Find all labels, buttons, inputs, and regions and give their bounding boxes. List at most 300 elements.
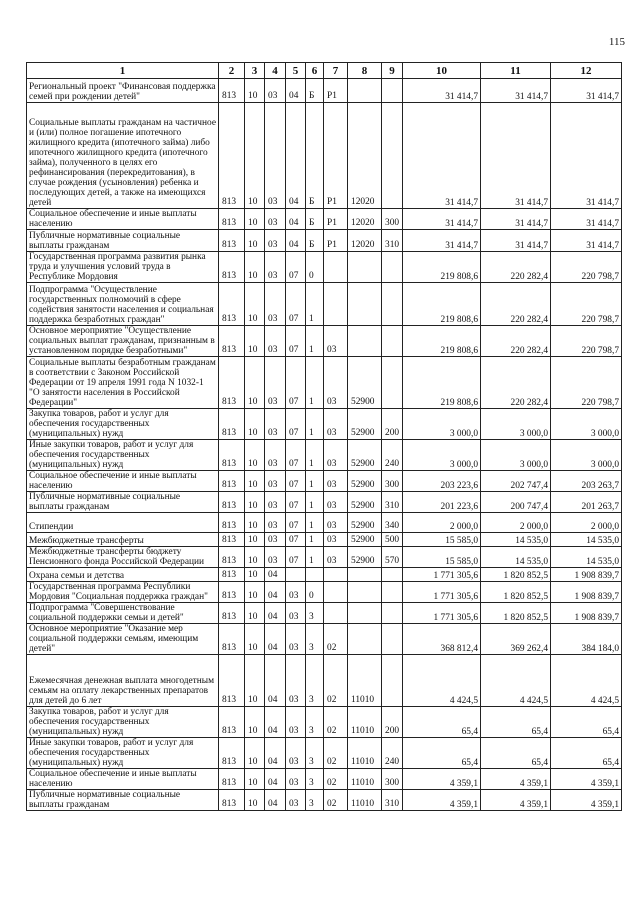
code-cell: 1 — [306, 533, 324, 547]
page-number: 115 — [608, 36, 625, 48]
amount-cell: 4 424,5 — [403, 655, 481, 707]
code-cell: 07 — [286, 547, 306, 568]
amount-cell: 65,4 — [551, 738, 622, 769]
amount-cell: 14 535,0 — [481, 533, 551, 547]
code-cell — [382, 568, 403, 582]
amount-cell: 1 771 305,6 — [403, 603, 481, 624]
column-header: 2 — [219, 63, 245, 79]
code-cell: 03 — [265, 471, 286, 492]
amount-cell: 31 414,7 — [551, 230, 622, 252]
code-cell: 813 — [219, 568, 245, 582]
amount-cell: 219 808,6 — [403, 357, 481, 409]
row-name: Иные закупки товаров, работ и услуг для обеспечения государственных (муниципальных) нужд — [27, 738, 219, 769]
column-header: 6 — [306, 63, 324, 79]
amount-cell: 4 359,1 — [551, 790, 622, 811]
amount-cell: 65,4 — [481, 738, 551, 769]
code-cell: 813 — [219, 283, 245, 326]
column-header: 5 — [286, 63, 306, 79]
row-name: Основное мероприятие "Осуществление социальных выплат гражданам, признанным в установленном порядке безработными" — [27, 326, 219, 357]
code-cell: 240 — [382, 440, 403, 471]
amount-cell: 1 908 839,7 — [551, 603, 622, 624]
code-cell: 03 — [265, 326, 286, 357]
code-cell: 03 — [324, 409, 348, 440]
amount-cell: 15 585,0 — [403, 547, 481, 568]
amount-cell: 203 223,6 — [403, 471, 481, 492]
code-cell: 10 — [245, 357, 265, 409]
code-cell: 3 — [306, 707, 324, 738]
amount-cell: 31 414,7 — [403, 209, 481, 230]
row-name: Стипендии — [27, 513, 219, 533]
amount-cell: 65,4 — [481, 707, 551, 738]
code-cell: 52900 — [348, 471, 382, 492]
code-cell: 03 — [265, 547, 286, 568]
table-row — [27, 357, 622, 409]
code-cell: P1 — [324, 209, 348, 230]
code-cell: 10 — [245, 283, 265, 326]
code-cell: 10 — [245, 440, 265, 471]
code-cell: 10 — [245, 533, 265, 547]
code-cell: 04 — [265, 738, 286, 769]
column-header: 9 — [382, 63, 403, 79]
amount-cell: 201 263,7 — [551, 492, 622, 513]
code-cell: 300 — [382, 209, 403, 230]
table-row — [27, 471, 622, 492]
amount-cell: 4 424,5 — [551, 655, 622, 707]
code-cell: 3 — [306, 769, 324, 790]
code-cell — [348, 79, 382, 103]
amount-cell: 4 359,1 — [481, 790, 551, 811]
amount-cell: 15 585,0 — [403, 533, 481, 547]
amount-cell: 2 000,0 — [403, 513, 481, 533]
code-cell: 03 — [265, 357, 286, 409]
code-cell — [348, 582, 382, 603]
amount-cell: 203 263,7 — [551, 471, 622, 492]
code-cell: 07 — [286, 283, 306, 326]
code-cell — [382, 655, 403, 707]
row-name: Основное мероприятие "Оказание мер социальной поддержки семьям, имеющим детей" — [27, 624, 219, 655]
code-cell — [382, 252, 403, 283]
table-row — [27, 283, 622, 326]
code-cell: 3 — [306, 624, 324, 655]
amount-cell: 220 282,4 — [481, 252, 551, 283]
amount-cell: 3 000,0 — [481, 409, 551, 440]
table-row — [27, 513, 622, 533]
code-cell: 813 — [219, 655, 245, 707]
amount-cell: 31 414,7 — [403, 79, 481, 103]
amount-cell: 1 771 305,6 — [403, 582, 481, 603]
code-cell: 10 — [245, 738, 265, 769]
code-cell: 03 — [324, 326, 348, 357]
code-cell — [382, 624, 403, 655]
code-cell: 03 — [324, 492, 348, 513]
row-name: Закупка товаров, работ и услуг для обеспечения государственных (муниципальных) нужд — [27, 707, 219, 738]
code-cell: 04 — [286, 230, 306, 252]
code-cell: 10 — [245, 492, 265, 513]
code-cell: 12020 — [348, 230, 382, 252]
amount-cell: 220 798,7 — [551, 357, 622, 409]
code-cell — [382, 79, 403, 103]
code-cell: Б — [306, 79, 324, 103]
code-cell: 02 — [324, 738, 348, 769]
code-cell — [348, 326, 382, 357]
amount-cell: 1 820 852,5 — [481, 603, 551, 624]
code-cell: 52900 — [348, 409, 382, 440]
code-cell: 10 — [245, 230, 265, 252]
code-cell: 10 — [245, 790, 265, 811]
code-cell: 04 — [265, 568, 286, 582]
code-cell: 11010 — [348, 707, 382, 738]
table-row — [27, 326, 622, 357]
row-name: Социальные выплаты гражданам на частичное и (или) полное погашение ипотечного жилищного кредита (ипотечного займа) либо ипотечного жилищного кредита (ипотечного займа), полученного в целях его рефинансирования (перекредитования), в случае рождения (усыновления) ребенка и последующих детей, а также на имеющихся детей — [27, 103, 219, 209]
code-cell — [382, 326, 403, 357]
code-cell: 12020 — [348, 209, 382, 230]
code-cell: 813 — [219, 738, 245, 769]
amount-cell: 3 000,0 — [403, 440, 481, 471]
code-cell: 03 — [324, 357, 348, 409]
code-cell — [348, 568, 382, 582]
code-cell: P1 — [324, 230, 348, 252]
code-cell: 12020 — [348, 103, 382, 209]
row-name: Межбюджетные трансферты — [27, 533, 219, 547]
code-cell: 07 — [286, 409, 306, 440]
amount-cell: 1 771 305,6 — [403, 568, 481, 582]
amount-cell: 31 414,7 — [481, 209, 551, 230]
table-row — [27, 547, 622, 568]
table-row — [27, 440, 622, 471]
code-cell: 300 — [382, 769, 403, 790]
code-cell: 813 — [219, 357, 245, 409]
code-cell: 03 — [286, 603, 306, 624]
row-name: Социальное обеспечение и иные выплаты населению — [27, 209, 219, 230]
amount-cell: 219 808,6 — [403, 283, 481, 326]
table-row — [27, 707, 622, 738]
row-name: Подпрограмма "Совершенствование социальной поддержки семьи и детей" — [27, 603, 219, 624]
code-cell: 310 — [382, 790, 403, 811]
table-row — [27, 738, 622, 769]
code-cell: 04 — [286, 79, 306, 103]
code-cell: 813 — [219, 603, 245, 624]
code-cell: 52900 — [348, 533, 382, 547]
amount-cell: 200 747,4 — [481, 492, 551, 513]
code-cell: 1 — [306, 357, 324, 409]
code-cell: 11010 — [348, 655, 382, 707]
code-cell: 52900 — [348, 513, 382, 533]
amount-cell: 3 000,0 — [403, 409, 481, 440]
code-cell: 52900 — [348, 440, 382, 471]
table-row — [27, 624, 622, 655]
table-row — [27, 103, 622, 209]
row-name: Иные закупки товаров, работ и услуг для обеспечения государственных (муниципальных) нужд — [27, 440, 219, 471]
amount-cell: 220 798,7 — [551, 283, 622, 326]
code-cell: 10 — [245, 547, 265, 568]
code-cell: 813 — [219, 513, 245, 533]
row-name: Охрана семьи и детства — [27, 568, 219, 582]
row-name: Социальное обеспечение и иные выплаты населению — [27, 769, 219, 790]
row-name: Публичные нормативные социальные выплаты гражданам — [27, 790, 219, 811]
code-cell: 1 — [306, 440, 324, 471]
code-cell: 03 — [265, 252, 286, 283]
column-header: 1 — [27, 63, 219, 79]
code-cell: 02 — [324, 769, 348, 790]
amount-cell: 14 535,0 — [551, 533, 622, 547]
amount-cell: 4 359,1 — [403, 790, 481, 811]
code-cell: 10 — [245, 326, 265, 357]
amount-cell: 31 414,7 — [551, 103, 622, 209]
code-cell: 10 — [245, 252, 265, 283]
amount-cell: 369 262,4 — [481, 624, 551, 655]
code-cell: 03 — [265, 409, 286, 440]
code-cell — [324, 582, 348, 603]
row-name: Публичные нормативные социальные выплаты гражданам — [27, 492, 219, 513]
amount-cell: 4 424,5 — [481, 655, 551, 707]
code-cell: 02 — [324, 624, 348, 655]
code-cell: 813 — [219, 707, 245, 738]
code-cell — [382, 283, 403, 326]
row-name: Региональный проект "Финансовая поддержка семей при рождении детей" — [27, 79, 219, 103]
code-cell: 52900 — [348, 357, 382, 409]
column-header: 12 — [551, 63, 622, 79]
code-cell: 3 — [306, 655, 324, 707]
code-cell: 03 — [286, 738, 306, 769]
amount-cell: 220 282,4 — [481, 326, 551, 357]
table-row — [27, 582, 622, 603]
code-cell: 04 — [265, 769, 286, 790]
row-name: Подпрограмма "Осуществление государственных полномочий в сфере содействия занятости населения и социальная поддержка безработных граждан" — [27, 283, 219, 326]
code-cell: 1 — [306, 283, 324, 326]
code-cell — [324, 568, 348, 582]
code-cell: 200 — [382, 409, 403, 440]
code-cell: 04 — [286, 103, 306, 209]
code-cell: 310 — [382, 230, 403, 252]
code-cell: 03 — [265, 492, 286, 513]
code-cell: 10 — [245, 471, 265, 492]
code-cell: 03 — [286, 707, 306, 738]
row-name: Ежемесячная денежная выплата многодетным семьям на оплату лекарственных препаратов для детей до 6 лет — [27, 655, 219, 707]
code-cell: 03 — [324, 533, 348, 547]
code-cell: 03 — [265, 230, 286, 252]
code-cell: 310 — [382, 492, 403, 513]
code-cell: 240 — [382, 738, 403, 769]
code-cell — [324, 283, 348, 326]
amount-cell: 3 000,0 — [551, 440, 622, 471]
code-cell: 07 — [286, 471, 306, 492]
code-cell: 04 — [265, 603, 286, 624]
code-cell: 10 — [245, 513, 265, 533]
code-cell: 11010 — [348, 769, 382, 790]
column-header: 3 — [245, 63, 265, 79]
code-cell: 04 — [265, 655, 286, 707]
row-name: Межбюджетные трансферты бюджету Пенсионного фонда Российской Федерации — [27, 547, 219, 568]
code-cell: 813 — [219, 103, 245, 209]
amount-cell: 65,4 — [403, 707, 481, 738]
amount-cell: 65,4 — [403, 738, 481, 769]
amount-cell: 2 000,0 — [551, 513, 622, 533]
row-name: Социальное обеспечение и иные выплаты населению — [27, 471, 219, 492]
amount-cell: 3 000,0 — [481, 440, 551, 471]
code-cell: 03 — [265, 533, 286, 547]
code-cell: 02 — [324, 790, 348, 811]
amount-cell: 65,4 — [551, 707, 622, 738]
code-cell: 03 — [286, 582, 306, 603]
table-row — [27, 533, 622, 547]
code-cell: 0 — [306, 252, 324, 283]
row-name: Социальные выплаты безработным гражданам в соответствии с Законом Российской Федерации от 19 апреля 1991 года N 1032-1 "О занятости населения в Российской Федерации" — [27, 357, 219, 409]
code-cell: 03 — [286, 769, 306, 790]
code-cell: 10 — [245, 707, 265, 738]
amount-cell: 31 414,7 — [481, 103, 551, 209]
code-cell: Б — [306, 209, 324, 230]
code-cell: 03 — [265, 209, 286, 230]
code-cell: 200 — [382, 707, 403, 738]
code-cell: 10 — [245, 79, 265, 103]
code-cell: 300 — [382, 471, 403, 492]
amount-cell: 3 000,0 — [551, 409, 622, 440]
amount-cell: 1 820 852,5 — [481, 582, 551, 603]
code-cell — [348, 603, 382, 624]
amount-cell: 220 798,7 — [551, 252, 622, 283]
code-cell: 1 — [306, 492, 324, 513]
code-cell: 03 — [286, 655, 306, 707]
code-cell: 10 — [245, 568, 265, 582]
amount-cell: 1 908 839,7 — [551, 568, 622, 582]
code-cell: 52900 — [348, 492, 382, 513]
amount-cell: 4 359,1 — [481, 769, 551, 790]
code-cell: 04 — [265, 790, 286, 811]
code-cell — [348, 283, 382, 326]
code-cell: 10 — [245, 769, 265, 790]
amount-cell: 368 812,4 — [403, 624, 481, 655]
amount-cell: 31 414,7 — [481, 79, 551, 103]
amount-cell: 384 184,0 — [551, 624, 622, 655]
amount-cell: 219 808,6 — [403, 252, 481, 283]
code-cell: 11010 — [348, 738, 382, 769]
code-cell: 07 — [286, 492, 306, 513]
code-cell: 813 — [219, 582, 245, 603]
table-row — [27, 252, 622, 283]
code-cell: 07 — [286, 252, 306, 283]
code-cell: 03 — [324, 513, 348, 533]
amount-cell: 202 747,4 — [481, 471, 551, 492]
amount-cell: 4 359,1 — [403, 769, 481, 790]
code-cell: 813 — [219, 326, 245, 357]
code-cell: 10 — [245, 603, 265, 624]
column-header: 4 — [265, 63, 286, 79]
code-cell — [324, 252, 348, 283]
row-name: Закупка товаров, работ и услуг для обеспечения государственных (муниципальных) нужд — [27, 409, 219, 440]
code-cell: 03 — [286, 790, 306, 811]
column-header: 10 — [403, 63, 481, 79]
code-cell — [348, 624, 382, 655]
code-cell — [382, 603, 403, 624]
amount-cell: 31 414,7 — [481, 230, 551, 252]
code-cell: 04 — [265, 582, 286, 603]
amount-cell: 31 414,7 — [403, 103, 481, 209]
code-cell: 813 — [219, 230, 245, 252]
amount-cell: 2 000,0 — [481, 513, 551, 533]
code-cell: 813 — [219, 533, 245, 547]
code-cell — [382, 103, 403, 209]
code-cell: 3 — [306, 790, 324, 811]
code-cell: 03 — [265, 283, 286, 326]
code-cell: 03 — [286, 624, 306, 655]
amount-cell: 1 908 839,7 — [551, 582, 622, 603]
code-cell: 10 — [245, 103, 265, 209]
table-row — [27, 409, 622, 440]
table-row — [27, 230, 622, 252]
code-cell: 0 — [306, 582, 324, 603]
code-cell: 10 — [245, 655, 265, 707]
code-cell: 1 — [306, 326, 324, 357]
code-cell: 813 — [219, 790, 245, 811]
code-cell: 11010 — [348, 790, 382, 811]
row-name: Публичные нормативные социальные выплаты гражданам — [27, 230, 219, 252]
code-cell: 1 — [306, 513, 324, 533]
amount-cell: 31 414,7 — [551, 79, 622, 103]
code-cell — [382, 582, 403, 603]
code-cell: 813 — [219, 440, 245, 471]
amount-cell: 1 820 852,5 — [481, 568, 551, 582]
code-cell: 10 — [245, 209, 265, 230]
column-header: 8 — [348, 63, 382, 79]
code-cell: 02 — [324, 707, 348, 738]
code-cell: 02 — [324, 655, 348, 707]
code-cell: 52900 — [348, 547, 382, 568]
amount-cell: 219 808,6 — [403, 326, 481, 357]
table-row — [27, 790, 622, 811]
code-cell: 10 — [245, 582, 265, 603]
code-cell: 500 — [382, 533, 403, 547]
code-cell: Б — [306, 230, 324, 252]
code-cell — [286, 568, 306, 582]
code-cell: 1 — [306, 409, 324, 440]
code-cell: 04 — [265, 624, 286, 655]
code-cell: 813 — [219, 252, 245, 283]
table-row — [27, 655, 622, 707]
code-cell: 07 — [286, 357, 306, 409]
table-row — [27, 603, 622, 624]
row-name: Государственная программа развития рынка труда и улучшения условий труда в Республике Мордовия — [27, 252, 219, 283]
code-cell: 813 — [219, 547, 245, 568]
code-cell — [348, 252, 382, 283]
code-cell: 813 — [219, 79, 245, 103]
table-row — [27, 568, 622, 582]
code-cell: 570 — [382, 547, 403, 568]
code-cell: 340 — [382, 513, 403, 533]
code-cell: 03 — [265, 79, 286, 103]
amount-cell: 31 414,7 — [403, 230, 481, 252]
table-body — [27, 79, 622, 811]
code-cell: 813 — [219, 624, 245, 655]
column-header: 11 — [481, 63, 551, 79]
code-cell: 3 — [306, 738, 324, 769]
code-cell: P1 — [324, 103, 348, 209]
table-row — [27, 492, 622, 513]
code-cell: 1 — [306, 471, 324, 492]
code-cell: 03 — [265, 513, 286, 533]
budget-table — [26, 62, 622, 811]
code-cell: P1 — [324, 79, 348, 103]
code-cell: 03 — [324, 471, 348, 492]
amount-cell: 201 223,6 — [403, 492, 481, 513]
code-cell: 813 — [219, 209, 245, 230]
code-cell: 04 — [265, 707, 286, 738]
code-cell: 813 — [219, 492, 245, 513]
code-cell: 3 — [306, 603, 324, 624]
code-cell: 10 — [245, 624, 265, 655]
amount-cell: 4 359,1 — [551, 769, 622, 790]
code-cell — [324, 603, 348, 624]
code-cell — [382, 357, 403, 409]
